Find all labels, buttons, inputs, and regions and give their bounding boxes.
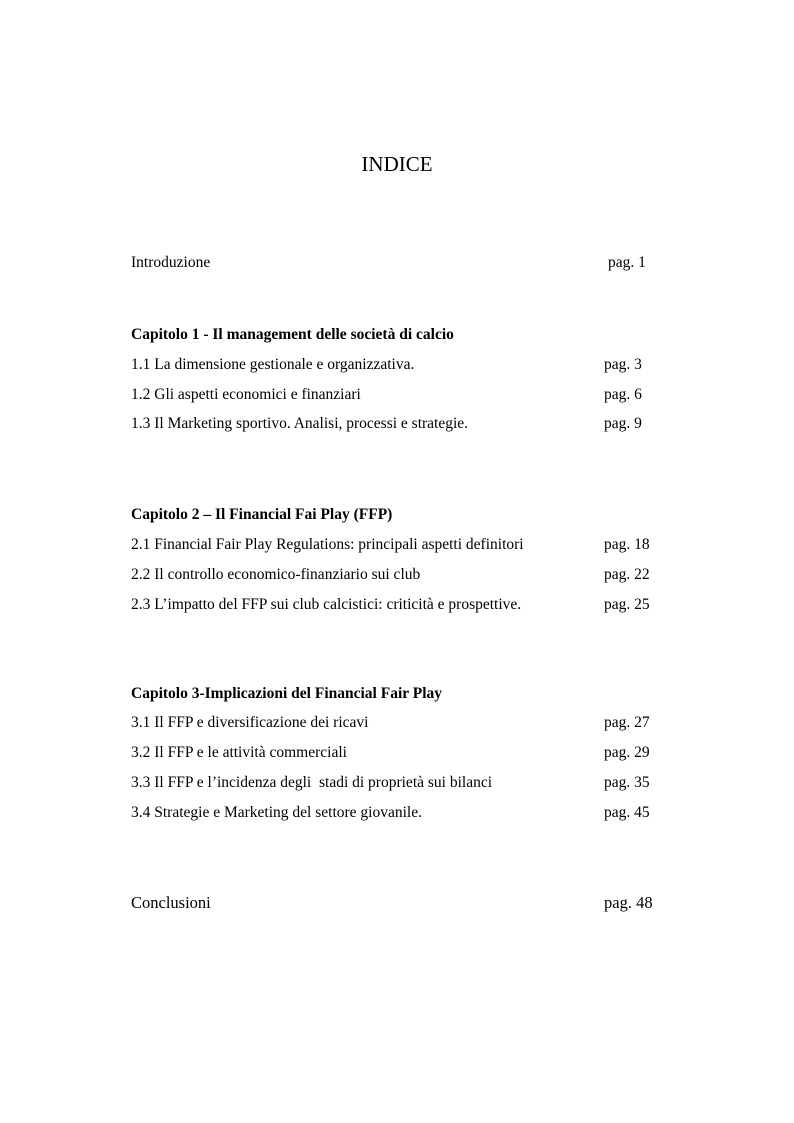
toc-entry-page: pag. 9 (604, 415, 642, 432)
toc-introduction-page: pag. 1 (608, 254, 646, 271)
toc-entry (131, 384, 671, 406)
toc-entry-label: 3.3 Il FFP e l’incidenza degli stadi di proprietà sui bilanci (131, 774, 493, 791)
toc-entry-page: pag. 45 (604, 804, 650, 821)
toc-conclusions-page: pag. 48 (604, 893, 653, 912)
toc-entry-label: 1.2 Gli aspetti economici e finanziari (131, 386, 361, 403)
toc-entry-label: 2.2 Il controllo economico-finanziario sui club (131, 566, 421, 583)
toc-conclusions-label: Conclusioni (131, 893, 211, 912)
toc-entry (131, 802, 671, 824)
chapter-1-heading: Capitolo 1 - Il management delle società di calcio (131, 326, 454, 343)
toc-entry-page: pag. 3 (604, 356, 642, 373)
toc-entry (131, 564, 671, 586)
toc-entry (131, 594, 671, 616)
toc-entry (131, 742, 671, 764)
toc-entry-page: pag. 22 (604, 566, 650, 583)
toc-entry-label: 2.1 Financial Fair Play Regulations: principali aspetti definitori (131, 536, 524, 553)
toc-entry-label: 1.1 La dimensione gestionale e organizzativa. (131, 356, 415, 373)
toc-entry-label: 3.4 Strategie e Marketing del settore giovanile. (131, 804, 422, 821)
toc-entry-page: pag. 29 (604, 744, 650, 761)
toc-entry-page: pag. 25 (604, 596, 650, 613)
toc-introduction-label: Introduzione (131, 254, 211, 271)
toc-entry-label: 3.1 Il FFP e diversificazione dei ricavi (131, 714, 369, 731)
page-title: INDICE (361, 152, 433, 176)
toc-entry-page: pag. 35 (604, 774, 650, 791)
toc-entry (131, 413, 671, 435)
toc-entry-label: 2.3 L’impatto del FFP sui club calcistici: criticità e prospettive. (131, 596, 522, 613)
toc-entry (131, 534, 671, 556)
toc-entry (131, 772, 671, 794)
toc-entry (131, 354, 671, 376)
toc-entry (131, 712, 671, 734)
toc-entry-label: 1.3 Il Marketing sportivo. Analisi, processi e strategie. (131, 415, 469, 432)
toc-entry-page: pag. 27 (604, 714, 650, 731)
toc-entry-page: pag. 18 (604, 536, 650, 553)
chapter-2-heading: Capitolo 2 – Il Financial Fai Play (FFP) (131, 506, 393, 523)
toc-entry-page: pag. 6 (604, 386, 642, 403)
chapter-3-heading: Capitolo 3-Implicazioni del Financial Fair Play (131, 685, 443, 702)
toc-entry-label: 3.2 Il FFP e le attività commerciali (131, 744, 347, 761)
